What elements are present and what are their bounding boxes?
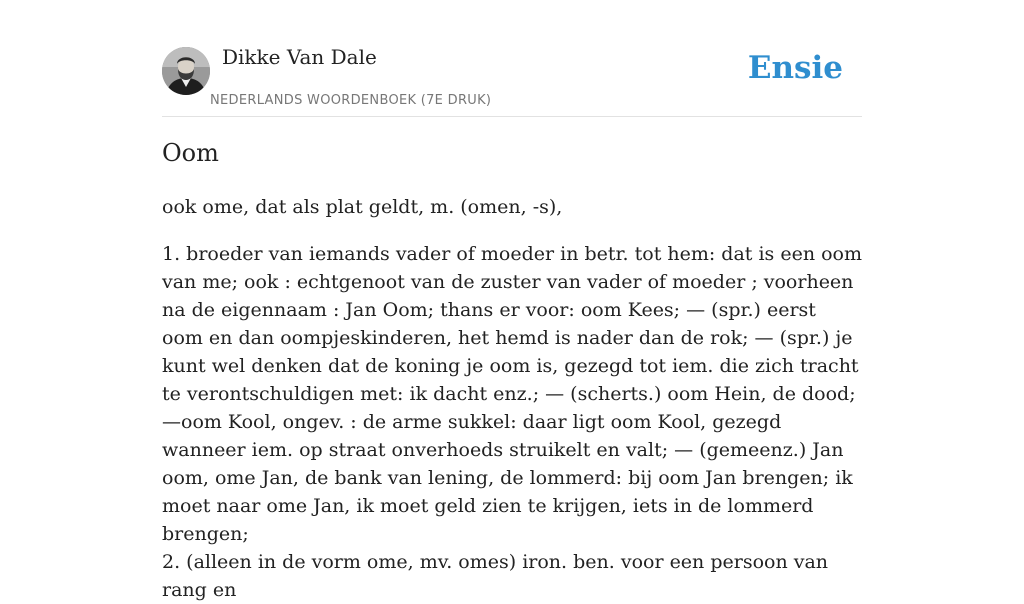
- source-label: NEDERLANDS WOORDENBOEK (7E DRUK): [210, 93, 492, 108]
- entry-header: [162, 0, 862, 117]
- entry-page: [162, 0, 862, 601]
- author-name-link[interactable]: Dikke Van Dale: [222, 45, 377, 69]
- entry-intro: ook ome, dat als plat geldt, m. (omen, -s),: [162, 196, 563, 218]
- author-avatar[interactable]: [162, 47, 210, 95]
- entry-title: Oom: [162, 139, 219, 167]
- ensie-logo-link[interactable]: Ensie: [747, 50, 843, 86]
- portrait-image: [162, 47, 210, 95]
- entry-definition: 1. broeder van iemands vader of moeder in betr. tot hem: dat is een oom van me; ook : echtgenoot van de zuster van vader of moeder ; voorheen na de eigennaam : Jan Oom; thans er voor: oom Kees; — (spr.) eerst oom en dan oompjeskinderen, het hemd is nader dan de rok; — (spr.) je kunt wel denken dat de koning je oom is, gezegd tot iem. die zich tracht te verontschuldigen met: ik dacht enz.; — (scherts.) oom Hein, de dood; —oom Kool, ongev. : de arme sukkel: daar ligt oom Kool, gezegd wanneer iem. op straat onverhoeds struikelt en valt; — (gemeenz.) Jan oom, ome Jan, de bank van lening, de lommerd: bij oom Jan brengen; ik moet naar ome Jan, ik moet geld zien te krijgen, iets in de lommerd brengen; 2. (alleen in de vorm ome, mv. omes) iron. ben. voor een persoon van rang en: [162, 243, 862, 601]
